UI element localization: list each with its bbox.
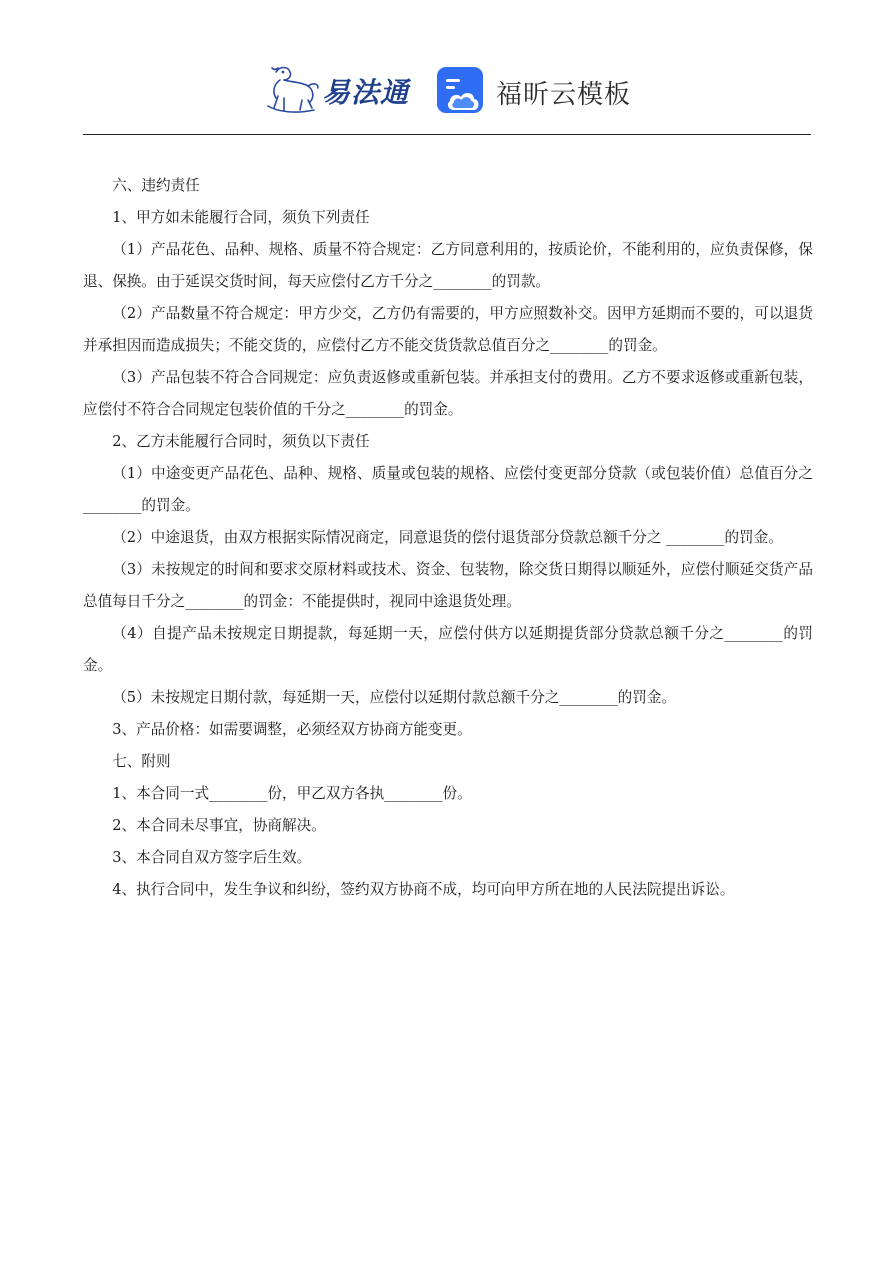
section-heading-breach-liability: 六、违约责任 xyxy=(112,177,200,194)
clause-b-item-3: （3）未按规定的时间和要求交原材料或技术、资金、包装物，除交货日期得以顺延外，应偿付顺延交货产品总值每日千分之________的罚金：不能提供时，视同中途退货处理。 xyxy=(83,561,813,610)
clause-b-item-4: （4）自提产品未按规定日期提款，每延期一天，应偿付供方以延期提货部分贷款总额千分之________的罚金。 xyxy=(83,625,813,674)
fuxin-logo-text: 福昕云模板 xyxy=(496,80,632,110)
clause-party-a-liability: 1、甲方如未能履行合同，须负下列责任 xyxy=(112,209,370,226)
header-divider xyxy=(83,134,811,135)
supplementary-item-4: 4、执行合同中，发生争议和纠纷，签约双方协商不成，均可向甲方所在地的人民法院提出诉讼。 xyxy=(112,881,735,898)
fuxin-cloud-template-logo xyxy=(436,66,636,118)
clause-b-item-1: （1）中途变更产品花色、品种、规格、质量或包装的规格、应偿付变更部分贷款（或包装价值）总值百分之________的罚金。 xyxy=(83,465,813,514)
clause-party-b-liability: 2、乙方未能履行合同时，须负以下责任 xyxy=(112,433,370,450)
qilin-emblem-icon xyxy=(262,62,322,116)
cloud-document-icon xyxy=(436,66,486,116)
document-body xyxy=(83,170,813,906)
yifatong-logo-text: 易法通 xyxy=(322,76,410,109)
yifatong-logo xyxy=(262,62,412,116)
supplementary-item-1: 1、本合同一式________份，甲乙双方各执________份。 xyxy=(112,785,472,802)
section-heading-supplementary: 七、附则 xyxy=(112,753,171,770)
clause-b-item-5: （5）未按规定日期付款，每延期一天，应偿付以延期付款总额千分之________的罚金。 xyxy=(112,689,677,706)
supplementary-item-3: 3、本合同自双方签字后生效。 xyxy=(112,849,312,866)
clause-product-price: 3、产品价格：如需要调整，必须经双方协商方能变更。 xyxy=(112,721,472,738)
clause-a-item-1: （1）产品花色、品种、规格、质量不符合规定：乙方同意利用的，按质论价，不能利用的，应负责保修，保退、保换。由于延误交货时间，每天应偿付乙方千分之________的罚款。 xyxy=(83,241,813,290)
clause-b-item-2: （2）中途退货，由双方根据实际情况商定，同意退货的偿付退货部分贷款总额千分之 ________的罚金。 xyxy=(112,529,783,546)
page-header xyxy=(0,0,893,136)
clause-a-item-3: （3）产品包装不符合合同规定：应负责返修或重新包装。并承担支付的费用。乙方不要求返修或重新包装，应偿付不符合合同规定包装价值的千分之________的罚金。 xyxy=(83,369,813,418)
supplementary-item-2: 2、本合同未尽事宜，协商解决。 xyxy=(112,817,326,834)
clause-a-item-2: （2）产品数量不符合规定：甲方少交，乙方仍有需要的，甲方应照数补交。因甲方延期而不要的，可以退货并承担因而造成损失；不能交货的，应偿付乙方不能交货货款总值百分之________的罚金。 xyxy=(83,305,813,354)
